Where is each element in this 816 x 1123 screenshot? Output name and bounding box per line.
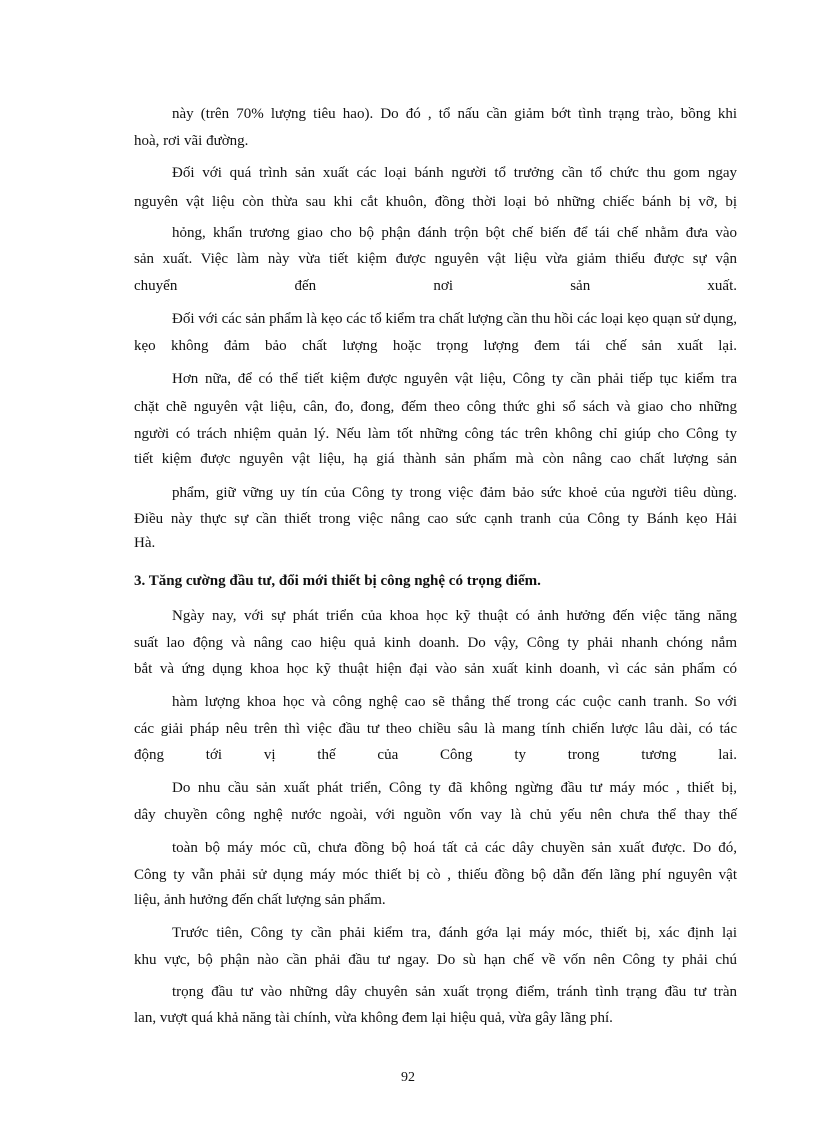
paragraph-line: Ngày nay, với sự phát triển của khoa học kỹ thuật có ảnh hưởng đến việc tăng năng (172, 608, 737, 624)
paragraph-line: lan, vượt quá khả năng tài chính, vừa không đem lại hiệu quả, vừa gây lãng phí. (134, 1010, 613, 1026)
paragraph-line: hỏng, khẩn trương giao cho bộ phận đánh trộn bột chế biến để tái chế nhằm đưa vào (172, 225, 737, 241)
paragraph-line: Trước tiên, Công ty cần phải kiểm tra, đánh gớa lại máy móc, thiết bị, xác định lại (172, 925, 737, 941)
paragraph-line: Hà. (134, 535, 156, 551)
paragraph-line: liệu, ảnh hưởng đến chất lượng sản phẩm. (134, 892, 386, 908)
paragraph-line: dây chuyền công nghệ nước ngoài, với nguồn vốn vay là chủ yếu nên chưa thể thay thế (134, 807, 737, 823)
paragraph-line: phẩm, giữ vững uy tín của Công ty trong việc đảm bảo sức khoẻ của người tiêu dùng. (172, 485, 737, 501)
paragraph-line: chặt chẽ nguyên vật liệu, cân, đo, đong, đếm theo công thức ghi sổ sách và giao cho những (134, 399, 737, 415)
page-number: 92 (401, 1070, 415, 1085)
paragraph-line: Công ty vẫn phải sử dụng máy móc thiết bị cò , thiếu đồng bộ dẫn đến lãng phí nguyên vật (134, 867, 737, 883)
paragraph-line: trọng đầu tư vào những dây chuyên sản xuất trọng điểm, tránh tình trạng đầu tư tràn (172, 984, 737, 1000)
paragraph-line: kẹo không đảm bảo chất lượng hoặc trọng lượng đem tái chế sản xuất lại. (134, 338, 737, 354)
paragraph-line: Điều này thực sự cần thiết trong việc nâng cao sức cạnh tranh của Công ty Bánh kẹo Hải (134, 511, 737, 527)
paragraph-line: các giải pháp nêu trên thì việc đầu tư theo chiều sâu là mang tính chiến lược lâu dài, có tác (134, 721, 737, 737)
paragraph-line: toàn bộ máy móc cũ, chưa đồng bộ hoá tất cả các dây chuyền sản xuất được. Do đó, (172, 840, 737, 856)
paragraph-line: này (trên 70% lượng tiêu hao). Do đó , tổ nấu cần giảm bớt tình trạng trào, bồng khi (172, 106, 737, 122)
paragraph-line: nguyên vật liệu còn thừa sau khi cắt khuôn, đồng thời loại bỏ những chiếc bánh bị vỡ, bị (134, 194, 737, 210)
paragraph-line: người có trách nhiệm quản lý. Nếu làm tốt những công tác trên không chỉ giúp cho Công ty (134, 426, 737, 442)
paragraph-line: sản xuất. Việc làm này vừa tiết kiệm được nguyên vật liệu vừa giảm thiểu được sự vận (134, 251, 737, 267)
paragraph-line: chuyển đến nơi sản xuất. (134, 278, 737, 294)
paragraph-line: suất lao động và nâng cao hiệu quả kinh doanh. Do vậy, Công ty phải nhanh chóng nắm (134, 635, 737, 651)
paragraph-line: Đối với các sản phẩm là kẹo các tổ kiểm tra chất lượng cần thu hồi các loại kẹo quạn sử dụng, (172, 311, 737, 327)
paragraph-line: hoà, rơi vãi đường. (134, 133, 249, 149)
paragraph-line: Do nhu cầu sản xuất phát triển, Công ty đã không ngừng đầu tư máy móc , thiết bị, (172, 780, 737, 796)
paragraph-line: tiết kiệm được nguyên vật liệu, hạ giá thành sản phẩm mà còn nâng cao chất lượng sản (134, 451, 737, 467)
paragraph-line: Hơn nữa, để có thể tiết kiệm được nguyên vật liệu, Công ty cần phải tiếp tục kiểm tra (172, 371, 737, 387)
paragraph-line: khu vực, bộ phận nào cần phải đầu tư ngay. Do sù hạn chế về vốn nên Công ty phải chú (134, 952, 737, 968)
paragraph-line: Đối với quá trình sản xuất các loại bánh người tổ trưởng cần tổ chức thu gom ngay (172, 165, 737, 181)
paragraph-line: bắt và ứng dụng khoa học kỹ thuật hiện đại vào sản xuất kinh doanh, vì các sản phẩm có (134, 661, 737, 677)
paragraph-line: hàm lượng khoa học và công nghệ cao sẽ thắng thế trong các cuộc canh tranh. So với (172, 694, 737, 710)
section-heading: 3. Tăng cường đầu tư, đổi mới thiết bị công nghệ có trọng điểm. (134, 573, 541, 589)
paragraph-line: động tới vị thế của Công ty trong tương lai. (134, 747, 737, 763)
